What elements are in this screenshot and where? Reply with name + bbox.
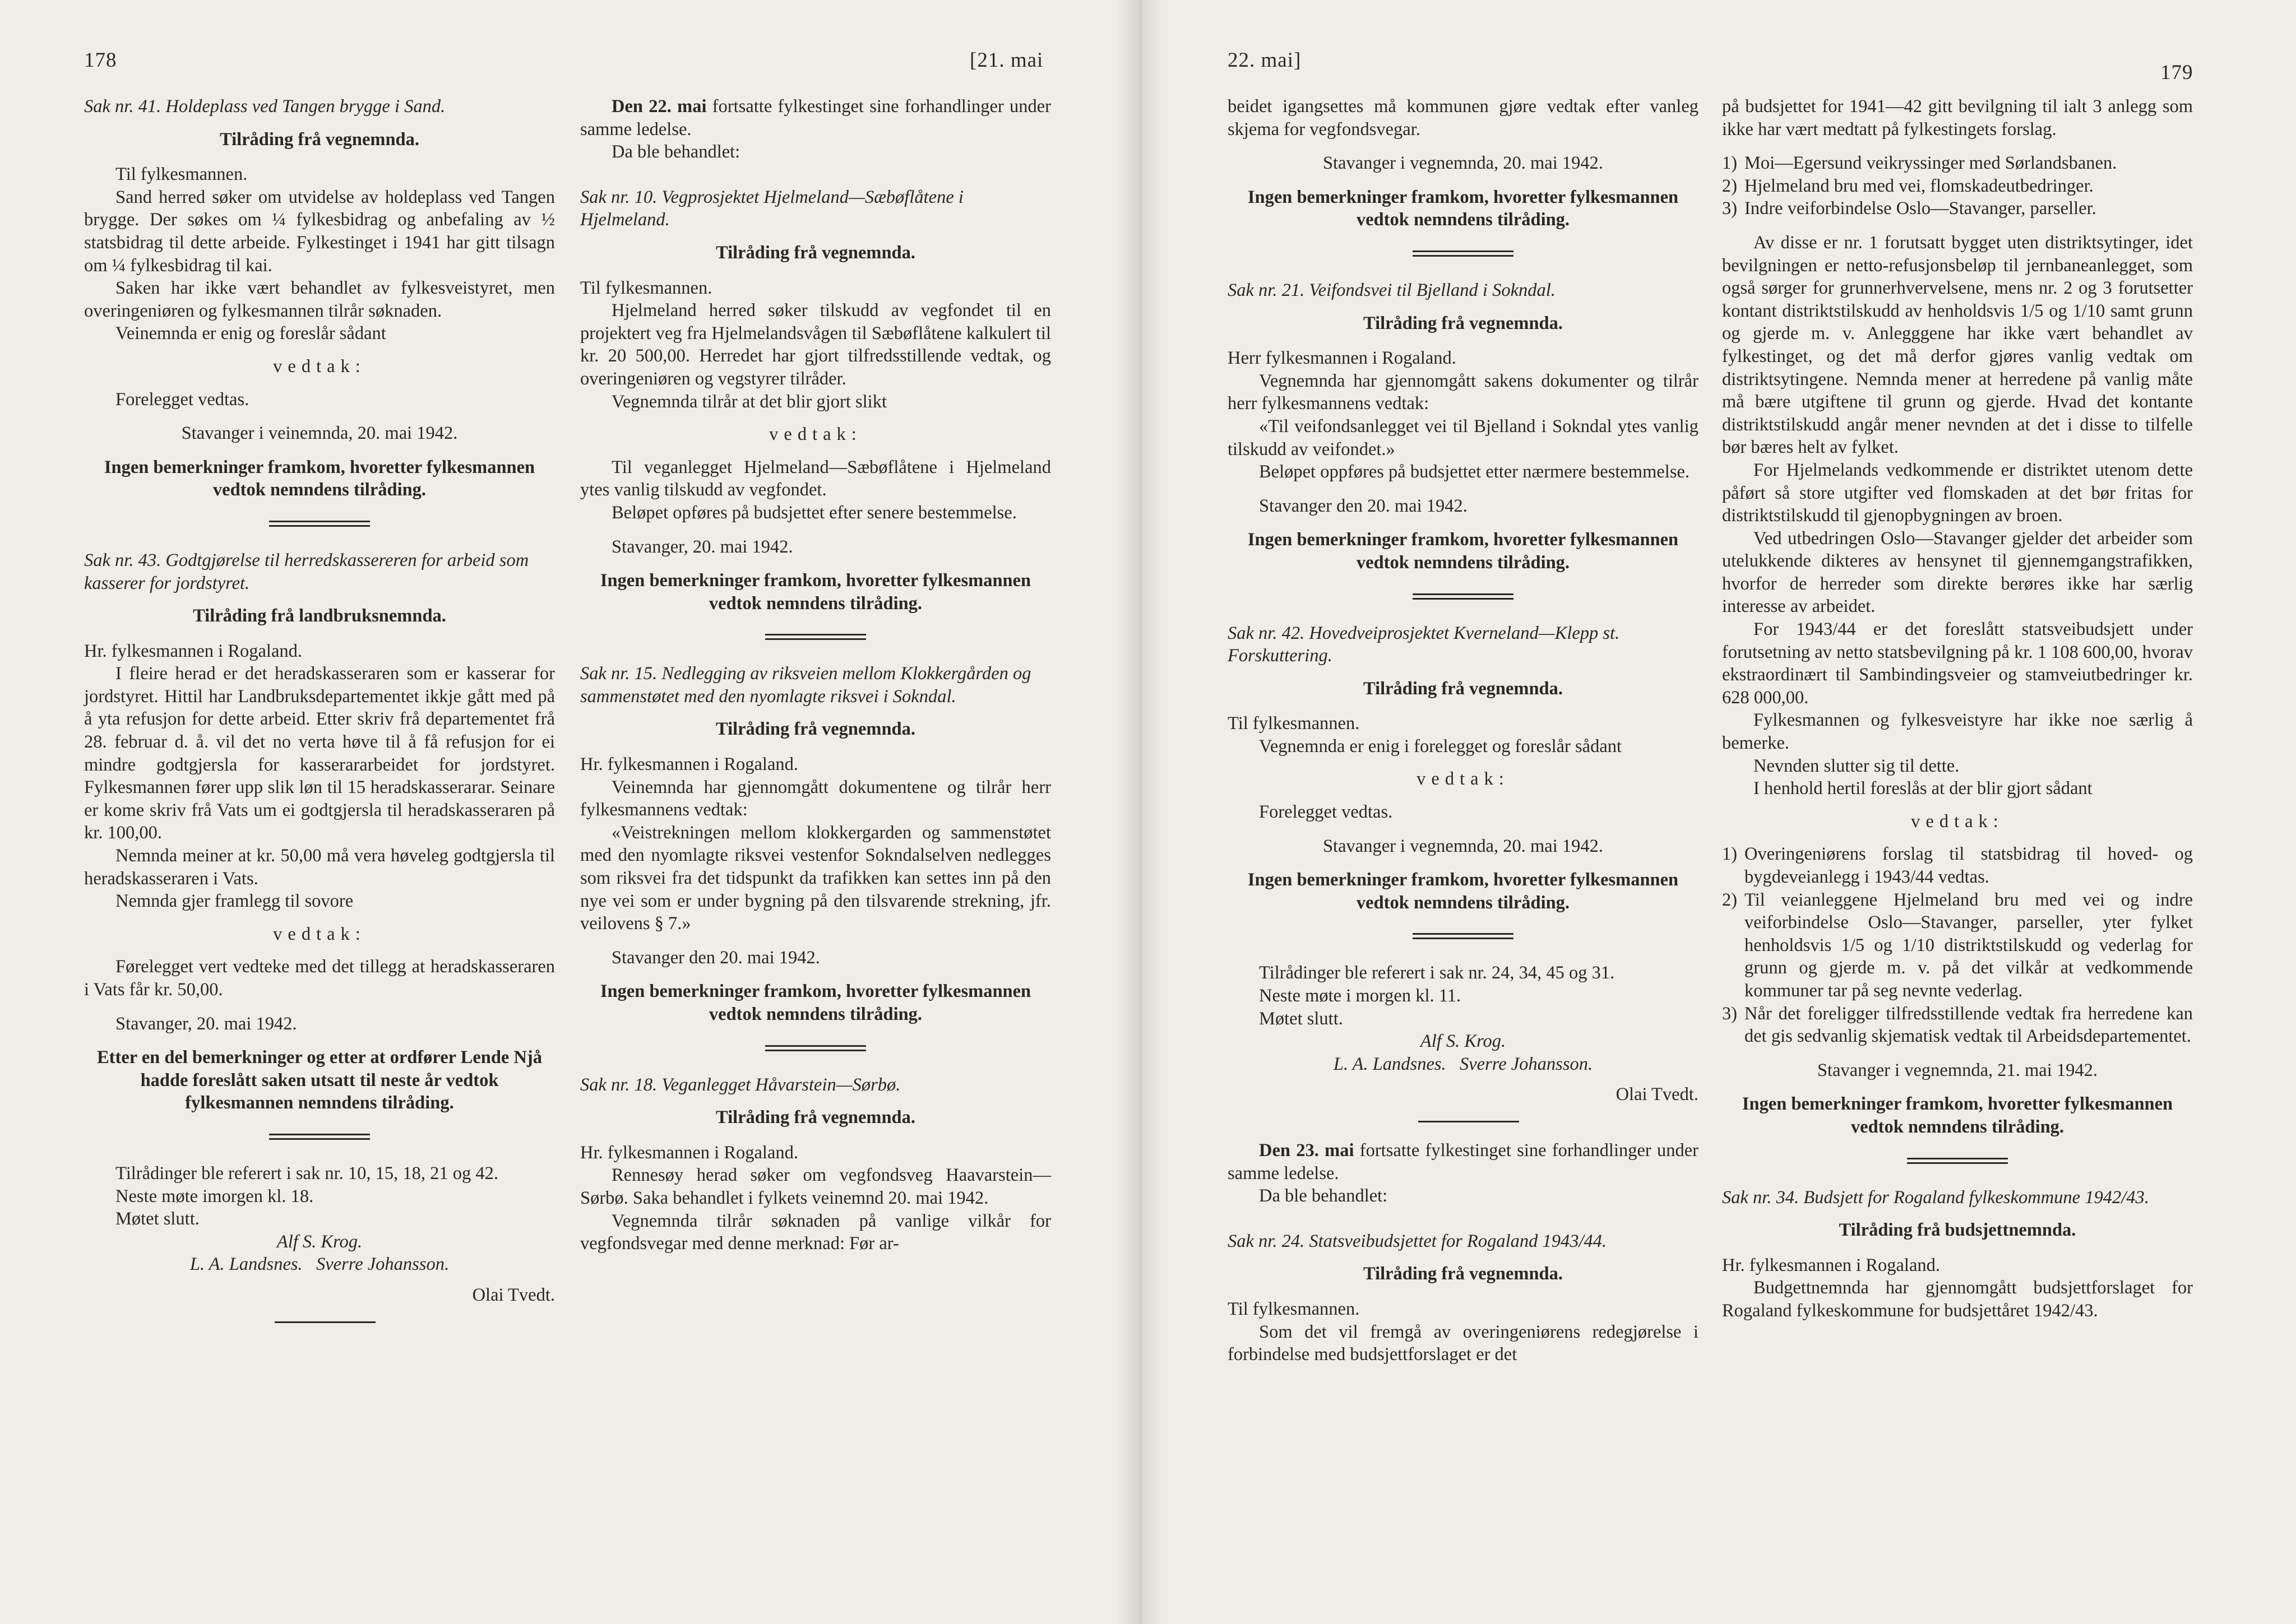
case-title: Sak nr. 21. Veifondsvei til Bjelland i Sokndal. xyxy=(1228,280,1556,300)
left-page xyxy=(0,0,1141,1624)
paragraph: Hr. fylkesmannen i Rogaland. xyxy=(1722,1255,1941,1275)
case-title: Sak nr. 43. Godtgjørelse til herredskassereren for arbeid som kasserer for jordstyret. xyxy=(84,550,529,593)
signature: L. A. Landsnes. Sverre Johansson. xyxy=(189,1254,450,1275)
list-text: Moi—Egersund veikryssinger med Sørlandsbanen. xyxy=(1744,153,2117,174)
case-heading: Tilråding frå vegnemnda. xyxy=(1363,313,1563,333)
list-item xyxy=(1722,843,2193,888)
signature: Olai Tvedt. xyxy=(472,1284,555,1305)
paragraph: på budsjettet for 1941—42 gitt bevilgning til ialt 3 anlegg som ikke har vært medtatt på fylkestingets forslag. xyxy=(1722,96,2193,140)
paragraph: Til fylkesmannen. xyxy=(1228,713,1360,734)
paragraph: Veinemnda er enig og foreslår sådant xyxy=(115,323,386,344)
place-date: Stavanger, 20. mai 1942. xyxy=(612,536,793,557)
paragraph: Av disse er nr. 1 forutsatt bygget uten distriktsytinger, idet bevilgningen er netto-refusjonsbeløp til jernbaneanlegget, som også sørger for grunnerhvervelsene, mens nr. 2 og 3 forutsetter kontant distriktstilskudd av henholdsvis 1/5 og 1/10 samt grunn og gjerde m. v. Anlegggene har ikke vært behandlet av fylkestinget, og det må derfor gjøres vanlig vedtak om distriktsytingene. Nemnda mener at herredene på vanlig måte må bære utgiftene til grunn og gjerde. Hvad det kontante distriktstilskudd angår mener nevnden at det i disse to tilfelle bør bæres helt av fylket. xyxy=(1722,232,2193,458)
left-column-2 xyxy=(580,95,1051,1255)
double-rule-divider xyxy=(765,1045,866,1051)
paragraph: Neste møte imorgen kl. 18. xyxy=(115,1186,314,1207)
paragraph: Vegnemnda har gjennomgått sakens dokumenter og tilrår herr fylkesmannens vedtak: xyxy=(1228,370,1698,414)
signature: L. A. Landsnes. Sverre Johansson. xyxy=(1333,1054,1593,1074)
paragraph: For Hjelmelands vedkommende er distriktet utenom dette påført så store utgifter ved flomskaden at det bør fritas for distriktstilskudd til gjenopbygningen av broen. xyxy=(1722,460,2193,526)
numbered-list xyxy=(1722,152,2193,220)
place-date: Stavanger den 20. mai 1942. xyxy=(612,947,820,968)
paragraph: Beløpet oppføres på budsjettet etter nærmere bestemmelse. xyxy=(1259,462,1690,482)
paragraph: Hr. fylkesmannen i Rogaland. xyxy=(84,641,303,661)
case-title: Sak nr. 10. Vegprosjektet Hjelmeland—Sæbøflåtene i Hjelmeland. xyxy=(580,187,964,230)
place-date: Stavanger i vegnemnda, 21. mai 1942. xyxy=(1817,1060,2098,1080)
session-text: fortsatte fylkestinget sine forhandlinger under samme ledelse. xyxy=(1228,1140,1698,1184)
running-date-left: [21. mai xyxy=(970,49,1044,72)
case-result: Ingen bemerkninger framkom, hvoretter fylkesmannen vedtok nemndens tilråding. xyxy=(600,570,1031,614)
list-text: Til veianleggene Hjelmeland bru med vei og indre veiforbindelse Oslo—Stavanger, parseller, yter fylket henholdsvis 1/5 og 1/10 distriktstilskudd og vederlag for grunn og gjerde m. v. på det vilkår at vedkommende kommuner tar på seg nevnte vederlag. xyxy=(1744,889,2193,1001)
rule-divider xyxy=(275,1321,376,1323)
case-heading: Tilråding frå vegnemnda. xyxy=(1363,1264,1563,1284)
paragraph: Herr fylkesmannen i Rogaland. xyxy=(1228,348,1456,369)
list-item xyxy=(1722,889,2193,1003)
right-column-2 xyxy=(1722,95,2193,1323)
session-date: Den 22. mai xyxy=(612,96,707,117)
list-item xyxy=(1722,175,2193,198)
session-text: fortsatte fylkestinget sine forhandlinger under samme ledelse. xyxy=(580,96,1051,140)
paragraph: Førelegget vert vedteke med det tillegg at heradskasseraren i Vats får kr. 50,00. xyxy=(84,957,555,1000)
paragraph: «Veistrekningen mellom klokkergarden og sammenstøtet med den nyomlagte riksvei vestenfor Sokndalselven nedlegges som riksvei fra det tidspunkt da trafikken kan settes inn på den nye vei som er under bygning på den tilsvarende strekning, jfr. veilovens § 7.» xyxy=(580,822,1051,934)
book-gutter-shadow xyxy=(1115,0,1166,1624)
place-date: Stavanger i veinemnda, 20. mai 1942. xyxy=(181,423,458,444)
case-title: Sak nr. 34. Budsjett for Rogaland fylkeskommune 1942/43. xyxy=(1722,1187,2149,1208)
paragraph: Hjelmeland herred søker tilskudd av vegfondet til en projektert veg fra Hjelmelandsvågen til Sæbøflåtene kalkulert til kr. 20 500,00. Herredet har gjort tilfredsstillende vedtak, og overingeniøren og vegstyrer tilråder. xyxy=(580,300,1051,389)
left-column-1 xyxy=(84,95,555,1334)
paragraph: Sand herred søker om utvidelse av holdeplass ved Tangen brygge. Der søkes om ¼ fylkesbidrag og anbefaling av ½ statsbidrag til dette arbeide. Fylkestinget i 1941 har gitt tilsagn om ¼ fylkesbidrag til kai. xyxy=(84,187,555,276)
page-number-right: 179 xyxy=(2160,61,2193,84)
case-title: Sak nr. 18. Veganlegget Håvarstein—Sørbø. xyxy=(580,1074,901,1095)
vedtak-label: vedtak: xyxy=(769,424,862,445)
place-date: Stavanger i vegnemnda, 20. mai 1942. xyxy=(1322,836,1604,856)
double-rule-divider xyxy=(1413,250,1513,257)
list-number: 3) xyxy=(1722,1003,1738,1024)
paragraph: Saken har ikke vært behandlet av fylkesveistyret, men overingeniøren og fylkesmannen tilrår søknaden. xyxy=(84,278,555,321)
case-result: Ingen bemerkninger framkom, hvoretter fylkesmannen vedtok nemndens tilråding. xyxy=(1247,530,1679,573)
case-heading: Tilråding frå vegnemnda. xyxy=(715,719,916,740)
numbered-list xyxy=(1722,843,2193,1047)
case-title: Sak nr. 41. Holdeplass ved Tangen brygge i Sand. xyxy=(84,96,446,117)
right-column-1 xyxy=(1228,95,1698,1366)
list-text: Overingeniørens forslag til statsbidrag til hoved- og bygdeveianlegg i 1943/44 vedtas. xyxy=(1744,844,2193,887)
paragraph: Vegnemnda tilrår at det blir gjort slikt xyxy=(612,391,887,412)
vedtak-label: vedtak: xyxy=(273,924,366,944)
paragraph: Forelegget vedtas. xyxy=(1259,802,1393,823)
right-page xyxy=(1141,0,2296,1624)
paragraph: Hr. fylkesmannen i Rogaland. xyxy=(580,1142,799,1163)
paragraph: Møtet slutt. xyxy=(115,1209,200,1229)
double-rule-divider xyxy=(1413,933,1513,939)
paragraph: Som det vil fremgå av overingeniørens redegjørelse i forbindelse med budsjettforslaget er det xyxy=(1228,1321,1698,1365)
paragraph: Tilrådinger ble referert i sak nr. 24, 34, 45 og 31. xyxy=(1259,963,1615,983)
paragraph xyxy=(580,95,1051,141)
paragraph: Budgettnemnda har gjennomgått budsjettforslaget for Rogaland fylkeskommune for budsjettåret 1942/43. xyxy=(1722,1278,2193,1321)
paragraph: «Til veifondsanlegget vei til Bjelland i Sokndal ytes vanlig tilskudd av veifondet.» xyxy=(1228,416,1698,460)
paragraph: I henhold hertil foreslås at der blir gjort sådant xyxy=(1753,778,2093,799)
double-rule-divider xyxy=(269,521,370,527)
rule-divider xyxy=(1418,1121,1519,1122)
paragraph: Til fylkesmannen. xyxy=(1228,1298,1360,1319)
case-result: Ingen bemerkninger framkom, hvoretter fylkesmannen vedtok nemndens tilråding. xyxy=(1742,1094,2173,1137)
vedtak-label: vedtak: xyxy=(273,356,366,377)
paragraph: Forelegget vedtas. xyxy=(115,389,249,410)
list-number: 2) xyxy=(1722,889,1738,910)
list-text: Indre veiforbindelse Oslo—Stavanger, parseller. xyxy=(1744,198,2096,219)
place-date: Stavanger, 20. mai 1942. xyxy=(115,1013,297,1034)
case-heading: Tilråding frå vegnemnda. xyxy=(219,129,420,150)
double-rule-divider xyxy=(1907,1158,2008,1164)
case-heading: Tilråding frå vegnemnda. xyxy=(1363,678,1563,699)
paragraph: Da ble behandlet: xyxy=(1259,1186,1388,1207)
case-result: Ingen bemerkninger framkom, hvoretter fylkesmannen vedtok nemndens tilråding. xyxy=(104,457,535,500)
signature: Alf S. Krog. xyxy=(1420,1031,1506,1052)
case-heading: Tilråding frå vegnemnda. xyxy=(715,242,916,263)
paragraph: I fleire herad er det heradskasseraren som er kasserar for jordstyret. Hittil har Landbruksdepartementet ikkje gått med på å yta refusjon for dette arbeid. Etter skriv frå departementet frå 28. februar d. å. vil det no verta høve til å få refusjon for ei mindre godtgjersla for kasserararbeidet for jordstyret. Fylkesmannen fører upp slik løn til 15 heradskasserarar. Seinare er kome skriv frå Vats um ei godtgjersla til heradskasseraren på kr. 100,00. xyxy=(84,663,555,843)
paragraph: Nevnden slutter sig til dette. xyxy=(1753,755,1960,776)
place-date: Stavanger den 20. mai 1942. xyxy=(1259,495,1468,516)
list-item xyxy=(1722,1003,2193,1048)
list-text: Hjelmeland bru med vei, flomskadeutbedringer. xyxy=(1744,175,2094,196)
case-result: Ingen bemerkninger framkom, hvoretter fylkesmannen vedtok nemndens tilråding. xyxy=(1247,870,1679,913)
paragraph: Til veganlegget Hjelmeland—Sæbøflåtene i Hjelmeland ytes vanlig tilskudd av vegfondet. xyxy=(580,457,1051,500)
session-date: Den 23. mai xyxy=(1259,1140,1354,1161)
paragraph: Vegnemnda er enig i forelegget og foreslår sådant xyxy=(1259,736,1622,757)
signature: Alf S. Krog. xyxy=(276,1231,363,1252)
paragraph: Vegnemnda tilrår søknaden på vanlige vilkår for vegfondsvegar med denne merknad: Før ar- xyxy=(580,1210,1051,1254)
running-date-right: 22. mai] xyxy=(1228,49,1302,72)
list-text: Når det foreligger tilfredsstillende vedtak fra herredene kan det gis sedvanlig skjematisk vedtak til Arbeidsdepartementet. xyxy=(1744,1003,2193,1047)
case-heading: Tilråding frå budsjettnemnda. xyxy=(1839,1220,2076,1241)
list-number: 3) xyxy=(1722,198,1738,219)
list-number: 1) xyxy=(1722,153,1738,174)
paragraph: Hr. fylkesmannen i Rogaland. xyxy=(580,754,799,775)
case-result: Etter en del bemerkninger og etter at ordfører Lende Njå hadde foreslått saken utsatt til neste år vedtok fylkesmannen nemndens tilråding. xyxy=(97,1047,542,1113)
paragraph: Til fylkesmannen. xyxy=(580,277,712,298)
double-rule-divider xyxy=(765,634,866,640)
case-heading: Tilråding frå landbruksnemnda. xyxy=(193,606,446,627)
paragraph: Nemnda gjer framlegg til sovore xyxy=(115,891,354,912)
case-title: Sak nr. 15. Nedlegging av riksveien mellom Klokkergården og sammenstøtet med den nyomlagte riksvei i Sokndal. xyxy=(580,663,1031,707)
paragraph: Beløpet opføres på budsjettet efter senere bestemmelse. xyxy=(612,502,1017,523)
case-heading: Tilråding frå vegnemnda. xyxy=(715,1107,916,1128)
double-rule-divider xyxy=(1413,593,1513,600)
paragraph: Rennesøy herad søker om vegfondsveg Haavarstein—Sørbø. Saka behandlet i fylkets veinemnd 20. mai 1942. xyxy=(580,1165,1051,1208)
paragraph xyxy=(1228,1139,1698,1185)
paragraph: beidet igangsettes må kommunen gjøre vedtak efter vanleg skjema for vegfondsvegar. xyxy=(1228,96,1698,140)
vedtak-label: vedtak: xyxy=(1911,811,2004,832)
case-result: Ingen bemerkninger framkom, hvoretter fylkesmannen vedtok nemndens tilråding. xyxy=(1247,187,1679,230)
list-number: 1) xyxy=(1722,844,1738,865)
paragraph: For 1943/44 er det foreslått statsveibudsjett under forutsetning av netto statsbevilgning på kr. 1 108 600,00, hvorav ekstraordinært til Sambindingsveier og stamveiutbedringer kr. 628 000,00. xyxy=(1722,619,2193,708)
paragraph: Veinemnda har gjennomgått dokumentene og tilrår herr fylkesmannens vedtak: xyxy=(580,777,1051,820)
list-item xyxy=(1722,152,2193,175)
double-rule-divider xyxy=(269,1134,370,1140)
vedtak-label: vedtak: xyxy=(1417,769,1510,790)
signature: Olai Tvedt. xyxy=(1615,1084,1698,1105)
paragraph: Neste møte i morgen kl. 11. xyxy=(1259,986,1461,1006)
paragraph: Nemnda meiner at kr. 50,00 må vera høveleg godtgjersla til heradskasseraren i Vats. xyxy=(84,846,555,889)
case-title: Sak nr. 42. Hovedveiprosjektet Kverneland—Klepp st. Forskuttering. xyxy=(1228,623,1620,666)
paragraph: Fylkesmannen og fylkesveistyre har ikke noe særlig å bemerke. xyxy=(1722,710,2193,754)
place-date: Stavanger i vegnemnda, 20. mai 1942. xyxy=(1322,153,1604,174)
page-number-left: 178 xyxy=(84,49,117,72)
paragraph: Tilrådinger ble referert i sak nr. 10, 15, 18, 21 og 42. xyxy=(115,1163,498,1184)
paragraph: Til fylkesmannen. xyxy=(115,164,248,185)
case-result: Ingen bemerkninger framkom, hvoretter fylkesmannen vedtok nemndens tilråding. xyxy=(600,981,1031,1024)
case-title: Sak nr. 24. Statsveibudsjettet for Rogaland 1943/44. xyxy=(1228,1231,1607,1251)
paragraph: Møtet slutt. xyxy=(1259,1008,1343,1029)
paragraph: Ved utbedringen Oslo—Stavanger gjelder det arbeider som utelukkende dikteres av hensynet til gjennemgangstrafikken, hvorfor de herreder som direkte berøres ikke har særlig interesse av arbeidet. xyxy=(1722,528,2193,617)
list-item xyxy=(1722,197,2193,220)
list-number: 2) xyxy=(1722,175,1738,196)
paragraph: Da ble behandlet: xyxy=(612,142,740,163)
